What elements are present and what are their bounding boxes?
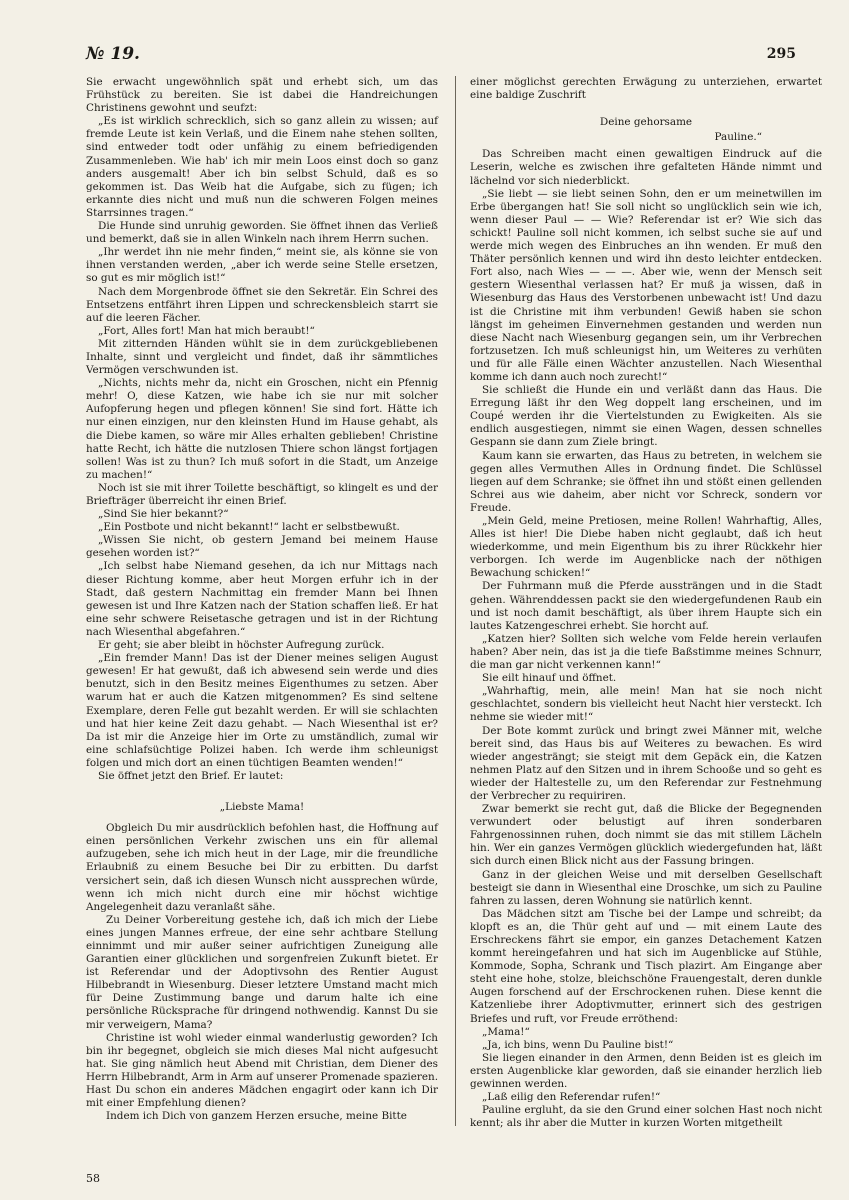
page-number: 295	[766, 46, 796, 62]
body-paragraph: Das Mädchen sitzt am Tische bei der Lampe und schreibt; da klopft es an, die Thür geht auf und — mit einem Laute des Erschreckens fährt sie empor, ein ganzes Detachement Katzen kommt hereingefahren und hat sich im Augenblicke auf Stühle, Kommode, Sopha, Schrank und Tisch plazirt. Am Eingange aber steht eine hohe, stolze, bleichschöne Frauengestalt, deren dunkle Augen forschend auf der Erschrockenen ruhen. Diese kennt die Katzenliebe ihrer Adoptivmutter, erinnert sich des gestrigen Briefes und ruft, vor Freude erröthend:	[470, 907, 822, 1025]
body-paragraph: „Sie liebt — sie liebt seinen Sohn, den er um meinetwillen im Erbe übergangen hat! Sie soll nicht so unglücklich sein wie ich, wenn dieser Paul — — Wie? Referendar ist er? Wie sich das schickt! Pauline soll nicht kommen, ich selbst suche sie auf und werde mich wegen des Einbruches an ihn wenden. Er muß den Thäter persönlich kennen und wird ihn desto leichter entdecken. Fort also, nach Wies — — —. Aber wie, wenn der Mensch seit gestern Wiesenthal verlassen hat? Er muß ja wissen, daß in Wiesenburg das Haus des Verstorbenen unbewacht ist! Und dazu ist die Christine mit ihm verbunden! Gewiß haben sie schon längst im geheimen Einvernehmen gestanden und werden nun diese Nacht nach Wiesenburg gegangen sein, um ihr Verbrechen fortzusetzen. Ich muß schleunigst hin, um Weiteres zu verhüten und für alle Fälle einen Wächter anzustellen. Nach Wiesenthal komme ich dann auch noch zurecht!“	[470, 187, 822, 383]
body-paragraph: Zwar bemerkt sie recht gut, daß die Blicke der Begegnenden verwundert oder belustigt auf ihren sonderbaren Fahrgenossinnen ruhen, doch nimmt sie das mit stillem Lächeln hin. Wer ein ganzes Vermögen glücklich wiedergefunden hat, läßt sich durch einen Blick nicht aus der Fassung bringen.	[470, 803, 822, 868]
page-header	[86, 44, 796, 70]
letter-paragraph: einer möglichst gerechten Erwägung zu unterziehen, erwartet eine baldige Zuschrift	[470, 76, 822, 102]
body-paragraph: „Fort, Alles fort! Man hat mich beraubt!“	[98, 324, 315, 337]
body-paragraph: „Mein Geld, meine Pretiosen, meine Rollen! Wahrhaftig, Alles, Alles ist hier! Die Diebe haben nicht geglaubt, daß ich heut wiederkomme, und mein Eigenthum bis zu ihrer Rückkehr hier verborgen. Ich werde im Augenblicke nach der nöthigen Bewachung schicken!“	[470, 515, 822, 580]
letter-closing: Deine gehorsame	[599, 116, 693, 129]
letter-paragraph: Zu Deiner Vorbereitung gestehe ich, daß ich mich der Liebe eines jungen Mannes erfreue, der eine sehr achtbare Stellung einnimmt und mir außer seiner aufrichtigen Zuneigung alle Garantien einer glücklichen und sorgenfreien Zukunft bietet. Er ist Referendar und der Adoptivsohn des Rentier August Hilbebrandt in Wiesenburg. Dieser letztere Umstand macht mich für Deine Zustimmung bange und darum halte ich eine persönliche Rücksprache für dringend nothwendig. Kannst Du sie mir verweigern, Mama?	[86, 913, 438, 1031]
body-paragraph: „Katzen hier? Sollten sich welche vom Felde herein verlaufen haben? Aber nein, das ist ja die tiefe Baßstimme meines Schnurr, die man gar nicht verkennen kann!“	[470, 632, 822, 672]
body-paragraph: Nach dem Morgenbrode öffnet sie den Sekretär. Ein Schrei des Entsetzens entfährt ihren Lippen und schreckensbleich starrt sie auf die leeren Fächer.	[86, 285, 438, 324]
body-paragraph: „Ein Postbote und nicht bekannt!“ lacht er selbstbewußt.	[98, 521, 400, 534]
letter-signature: Pauline.“	[714, 131, 762, 144]
body-paragraph: Kaum kann sie erwarten, das Haus zu betreten, in welchem sie gegen alles Vermuthen Alles in Ordnung findet. Die Schlüssel liegen auf dem Schranke; sie öffnet ihn und stößt einen gellenden Schrei aus wie daheim, aber nicht vor Schreck, sondern vor Freude.	[470, 449, 822, 514]
body-paragraph: „Mama!“	[482, 1025, 530, 1038]
body-paragraph: Pauline ergluht, da sie den Grund einer solchen Hast noch nicht kennt; als ihr aber die Mutter in kurzen Worten mitgetheilt	[470, 1104, 822, 1130]
body-paragraph: Sie öffnet jetzt den Brief. Er lautet:	[98, 769, 284, 782]
body-paragraph: Er geht; sie aber bleibt in höchster Aufregung zurück.	[98, 639, 385, 652]
body-paragraph: Sie schließt die Hunde ein und verläßt dann das Haus. Die Erregung läßt ihr den Weg doppelt lang erscheinen, und im Coupé werden ihr die Viertelstunden zu Ewigkeiten. Als sie endlich ausgestiegen, nimmt sie einen Wagen, dessen schnelles Gespann sie dann zum Ziele bringt.	[470, 384, 822, 449]
body-paragraph: „Wahrhaftig, mein, alle mein! Man hat sie noch nicht geschlachtet, sondern bis vielleicht heut Nacht hier versteckt. Ich nehme sie wieder mit!“	[470, 685, 822, 724]
body-paragraph: Ganz in der gleichen Weise und mit derselben Gesellschaft besteigt sie dann in Wiesenthal eine Droschke, um sich zu Pauline fahren zu lassen, deren Wohnung sie natürlich kennt.	[470, 868, 822, 907]
body-paragraph: „Wissen Sie nicht, ob gestern Jemand bei meinem Hause gesehen worden ist?“	[86, 534, 438, 560]
body-paragraph: Sie erwacht ungewöhnlich spät und erhebt sich, um das Frühstück zu bereiten. Sie ist dabei die Handreichungen Christinens gewohnt und seufzt:	[86, 76, 438, 115]
right-column	[470, 76, 822, 1130]
body-paragraph: Die Hunde sind unruhig geworden. Sie öffnet ihnen das Verließ und bemerkt, daß sie in allen Winkeln nach ihrem Herrn suchen.	[86, 220, 438, 246]
body-paragraph: Sie eilt hinauf und öffnet.	[482, 672, 617, 685]
body-paragraph: „Laß eilig den Referendar rufen!“	[482, 1091, 661, 1104]
body-paragraph: Der Bote kommt zurück und bringt zwei Männer mit, welche bereit sind, das Haus bis auf Weiteres zu bewachen. Es wird wieder angesträngt; sie steigt mit dem Gepäck ein, die Katzen nehmen Platz auf den Sitzen und in ihrem Schooße und so geht es wieder der Haltestelle zu, um den Referendar zur Festnehmung der Verbrecher zu requiriren.	[470, 724, 822, 802]
left-column	[86, 76, 438, 1126]
body-paragraph: Mit zitternden Händen wühlt sie in dem zurückgebliebenen Inhalte, sinnt und vergleicht und findet, daß ihr sämmtliches Vermögen verschwunden ist.	[86, 337, 438, 377]
letter-salutation: „Liebste Mama!	[219, 801, 305, 814]
body-paragraph: „Es ist wirklich schrecklich, sich so ganz allein zu wissen; auf fremde Leute ist kein Verlaß, und die Einem nahe stehen sollten, sind entweder todt oder unfähig zu einem befriedigenden Zusammenleben. Wie hab' ich mir mein Loos einst doch so ganz anders ausgemalt! Aber ich bin selbst Schuld, daß es so gekommen ist. Das Weib hat die Aufgabe, sich zu fügen; ich erkannte dies nicht und muß nun die schweren Folgen meines Starrsinnes tragen.“	[86, 115, 438, 219]
issue-number: № 19.	[86, 44, 140, 64]
column-divider	[455, 76, 456, 1126]
letter-paragraph: Obgleich Du mir ausdrücklich befohlen hast, die Hoffnung auf einen persönlichen Verkehr zwischen uns ein für allemal aufzugeben, sehe ich mich heut in der Lage, mir die freundliche Erlaubniß zu einem Besuche bei Dir zu erbitten. Du darfst versichert sein, daß ich diesen Wunsch nicht aussprechen würde, wenn ich mich nicht durch eine mir höchst wichtige Angelegenheit dazu veranlaßt sähe.	[86, 822, 438, 913]
body-paragraph: „Sind Sie hier bekannt?“	[98, 508, 229, 521]
body-paragraph: Sie liegen einander in den Armen, denn Beiden ist es gleich im ersten Augenblicke klar geworden, daß sie einander herzlich lieb gewinnen werden.	[470, 1051, 822, 1091]
letter-paragraph: Indem ich Dich von ganzem Herzen ersuche, meine Bitte	[106, 1110, 407, 1123]
body-paragraph: „Ja, ich bins, wenn Du Pauline bist!“	[482, 1038, 674, 1051]
body-paragraph: „Ich selbst habe Niemand gesehen, da ich nur Mittags nach dieser Richtung komme, aber heut Morgen erfuhr ich in der Stadt, daß gestern Nachmittag ein fremder Mann bei Ihnen gewesen ist und Ihre Katzen nach der Station schaffen ließ. Er hat eine sehr schwere Reisetasche getragen und ist in der Richtung nach Wiesenthal abgefahren.“	[86, 560, 438, 638]
printer-signature-mark: 58	[86, 1172, 100, 1185]
body-paragraph: „Nichts, nichts mehr da, nicht ein Groschen, nicht ein Pfennig mehr! O, diese Katzen, wie habe ich sie nur mit solcher Aufopferung hegen und pflegen können! Sie sind fort. Hätte ich nur einen einzigen, nur den kleinsten Hund im Hause gehabt, als die Diebe kamen, so wäre mir Alles erhalten geblieben! Christine hatte Recht, ich hätte die nutzlosen Thiere schon längst fortjagen sollen! Was ist zu thun? Ich muß sofort in die Stadt, um Anzeige zu machen!“	[86, 377, 438, 481]
letter-paragraph: Christine ist wohl wieder einmal wanderlustig geworden? Ich bin ihr begegnet, obgleich sie mich dieses Mal nicht aufgesucht hat. Sie ging nämlich heut Abend mit Christian, dem Diener des Herrn Hilbebrandt, Arm in Arm auf unserer Promenade spazieren. Hast Du schon ein anderes Mädchen engagirt oder kann ich Dir mit einer Empfehlung dienen?	[86, 1031, 438, 1110]
body-paragraph: „Ihr werdet ihn nie mehr finden,“ meint sie, als könne sie von ihnen verstanden werden, „aber ich werde seine Stelle ersetzen, so gut es mir möglich ist!“	[86, 246, 438, 285]
body-paragraph: Das Schreiben macht einen gewaltigen Eindruck auf die Leserin, welche es zwischen ihre gefalteten Hände nimmt und lächelnd vor sich niederblickt.	[470, 148, 822, 187]
body-paragraph: Noch ist sie mit ihrer Toilette beschäftigt, so klingelt es und der Briefträger überreicht ihr einen Brief.	[86, 481, 438, 507]
body-paragraph: Der Fuhrmann muß die Pferde aussträngen und in die Stadt gehen. Währenddessen packt sie den wiedergefundenen Raub ein und ist noch damit beschäftigt, als über ihrem Haupte sich ein lautes Katzengeschrei erhebt. Sie horcht auf.	[470, 580, 822, 632]
body-paragraph: „Ein fremder Mann! Das ist der Diener meines seligen August gewesen! Er hat gewußt, daß ich abwesend sein werde und dies benutzt, sich in den Besitz meines Eigenthumes zu setzen. Aber warum hat er auch die Katzen mitgenommen? Es sind seltene Exemplare, deren Felle gut bezahlt werden. Er will sie schlachten und hat hier keine Zeit dazu gehabt. — Nach Wiesenthal ist er? Da ist mir die Anzeige hier im Orte zu umständlich, zumal wir eine schlafsüchtige Polizei haben. Ich werde ihm schleunigst folgen und mich dort an einen tüchtigen Beamten wenden!“	[86, 652, 438, 769]
